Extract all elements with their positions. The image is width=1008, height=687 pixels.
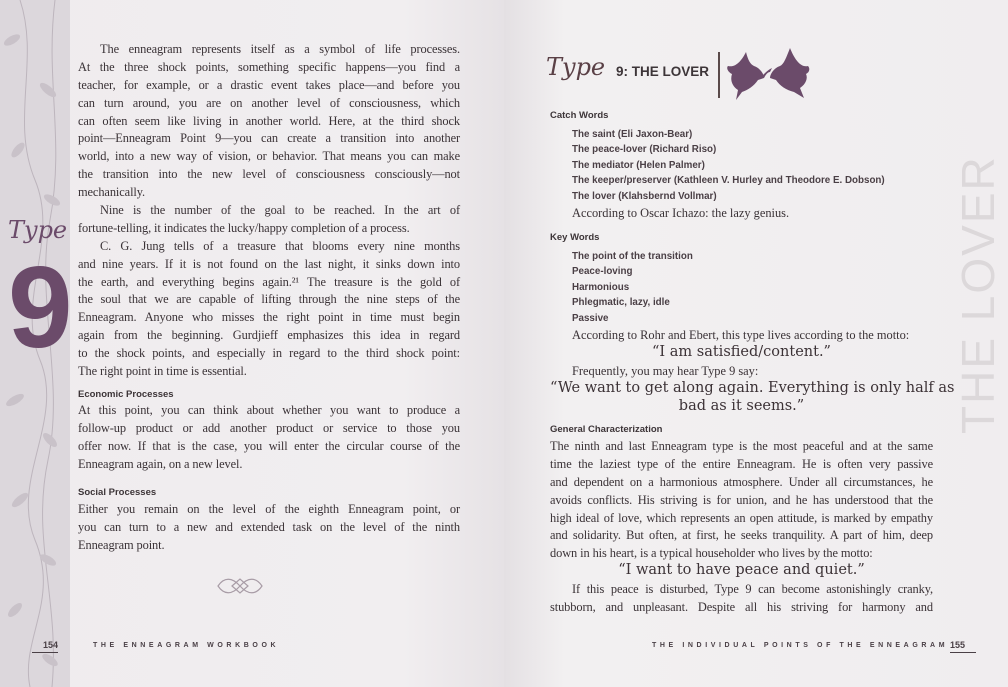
text-line: The right point in time is essential. xyxy=(78,364,247,379)
catch-words-heading: Catch Words xyxy=(550,110,609,121)
text-line: At the three shock points, something specific happens—you find a xyxy=(78,59,460,74)
text-line: fortune-telling, it indicates the lucky/happy completion of a process. xyxy=(78,220,410,235)
page-number: 155 xyxy=(950,640,976,653)
text-line: The enneagram represents itself as a symbol of life processes. xyxy=(100,42,460,56)
text-line: At this point, you can think about whether you want to produce a xyxy=(78,403,460,417)
text-line: and dependent on a harmonious atmosphere. Under all circumstances, he xyxy=(550,474,933,489)
text-line: stubborn, and unpleasant. Despite all his striving for harmony and xyxy=(550,599,933,614)
right-page xyxy=(504,0,1008,687)
key-words-note: According to Rohr and Ebert, this type lives according to the motto: xyxy=(572,328,910,342)
list-item: Passive xyxy=(572,312,609,324)
catch-words-note: According to Oscar Ichazo: the lazy genius. xyxy=(572,206,790,220)
list-item: The point of the transition xyxy=(572,251,693,262)
text-line: Enneagram. Anyone who misses the right point in time must begin xyxy=(78,310,460,325)
running-footer: THE ENNEAGRAM WORKBOOK xyxy=(93,642,280,649)
say-quote-line-2: bad as it seems.” xyxy=(678,398,805,414)
text-line: can often seem like living in another world. Here, at the third shock xyxy=(78,113,460,128)
type-script-title: Type xyxy=(546,53,606,81)
general-text xyxy=(550,438,933,563)
list-item: Phlegmatic, lazy, idle xyxy=(572,297,670,309)
general-heading: General Characterization xyxy=(550,424,663,435)
say-quote-line-1: “We want to get along again. Everything is only half as xyxy=(550,380,955,396)
type-number: 9 xyxy=(8,242,73,372)
text-line: offer now. If that is the case, you will enter the circular course of the xyxy=(78,438,460,453)
intro-text xyxy=(78,41,460,381)
text-line: Enneagram point. xyxy=(78,537,165,552)
general-motto: “I want to have peace and quiet.” xyxy=(618,562,865,578)
text-line: the earth, and everything begins again.²¹ The treasure is the gold of xyxy=(78,274,460,289)
text-line: Enneagram again, on a new level. xyxy=(78,456,243,471)
text-line: world, into a new way of vision, or behavior. That means you can make xyxy=(78,149,460,164)
text-line: and nine years. If it is not found on the last night, it sinks down into xyxy=(78,256,460,271)
text-line: mechanically. xyxy=(78,185,146,200)
list-item: Peace-loving xyxy=(572,266,633,278)
doves-icon xyxy=(724,46,812,102)
text-line: to the shock points, and especially in regard to the third shock point: xyxy=(78,346,460,361)
text-line: time the laziest type of the entire Enneagram. He is often very passive xyxy=(550,456,933,471)
social-heading: Social Processes xyxy=(78,487,157,498)
list-item: The saint (Eli Jaxon-Bear) xyxy=(572,129,693,140)
vertical-chapter-label: THE LOVER xyxy=(952,155,1004,435)
text-line: the transition into the new level of consciousness consciously—not xyxy=(78,167,460,182)
list-item: The mediator (Helen Palmer) xyxy=(572,159,705,171)
list-item: Harmonious xyxy=(572,281,630,293)
text-line: point—Enneagram Point 9—you can create a transition into another xyxy=(78,131,460,146)
social-text xyxy=(78,501,460,555)
ornament-icon xyxy=(216,575,264,597)
page-title: 9: THE LOVER xyxy=(616,64,710,79)
economic-text xyxy=(78,402,460,474)
key-words-heading: Key Words xyxy=(550,232,600,243)
type-script-label: Type xyxy=(8,216,68,244)
general-text-continued xyxy=(550,581,933,617)
text-line: the soul that we are capable of lifting through the nine steps of the xyxy=(78,292,460,307)
text-line: avoids conflicts. His striving is for union, and he has understood that the xyxy=(550,492,933,507)
text-line: high ideal of love, which represents an open attitude, is marked by empathy xyxy=(550,510,933,525)
text-line: The ninth and last Enneagram type is the most peaceful and at the same xyxy=(550,439,933,453)
list-item: The lover (Klahsbernd Vollmar) xyxy=(572,190,717,202)
text-line: and solidarity. But often, at first, he seeks tranquility. A part of him, deep xyxy=(550,528,933,543)
list-item: The keeper/preserver (Kathleen V. Hurley and Theodore E. Dobson) xyxy=(572,175,885,187)
title-divider xyxy=(718,52,720,98)
text-line: can turn around, you are on another level of consciousness, which xyxy=(78,95,460,110)
key-words-note-2: Frequently, you may hear Type 9 say: xyxy=(572,364,759,378)
page-number: 154 xyxy=(32,640,58,653)
text-line: follow-up product or add another product or service to those you xyxy=(78,420,460,435)
text-line: down in his heart, is a typical householder who lives by the motto: xyxy=(550,546,873,561)
text-line: C. G. Jung tells of a treasure that blooms every nine months xyxy=(100,238,460,253)
text-line: teacher, for example, or a drastic event takes place—and before you xyxy=(78,77,460,92)
text-line: again from the beginning. Gurdjieff emphasizes this idea in regard xyxy=(78,328,460,343)
running-footer: THE INDIVIDUAL POINTS OF THE ENNEAGRAM xyxy=(652,642,949,649)
list-item: The peace-lover (Richard Riso) xyxy=(572,144,717,156)
text-line: Nine is the number of the goal to be reached. In the art of xyxy=(100,203,460,218)
economic-heading: Economic Processes xyxy=(78,389,174,400)
text-line: you can turn to a new and extended task on the level of the ninth xyxy=(78,519,460,534)
text-line: Either you remain on the level of the eighth Enneagram point, or xyxy=(78,502,460,516)
motto-quote: “I am satisfied/content.” xyxy=(652,344,831,360)
text-line: If this peace is disturbed, Type 9 can become astonishingly cranky, xyxy=(572,582,933,596)
